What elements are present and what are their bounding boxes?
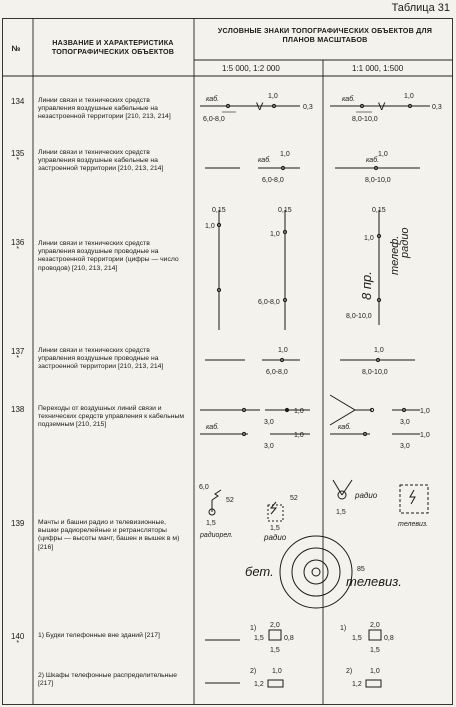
label-10-136-left: 1,0: [205, 223, 215, 230]
label-12-140-left: 1,2: [254, 681, 264, 688]
row-description-136: Линии связи и технических средств управления воздушные проводные на незастроенной территории (цифры — число проводов) [210, 213, 214]: [38, 240, 179, 272]
row-description-140-1: 1) Будки телефонные вне зданий [217]: [38, 632, 160, 639]
label-6080-134-left: 6,0-8,0: [203, 116, 225, 123]
label-015-136-right: 0,15: [372, 207, 386, 214]
label-radio-136: радио: [399, 227, 411, 258]
label-15-139-a: 1,5: [206, 520, 216, 527]
label-015-136-left: 0,15: [212, 207, 226, 214]
row-description-139: Мачты и башни радио и телевизионные, вышки радиорелейные и ретрансляторы (цифры — высоты мачт, башен и вышек в м) [216]: [38, 519, 180, 551]
label-03-134-left: 0,3: [303, 104, 313, 111]
label-telef-136: телеф.: [389, 235, 401, 275]
label-10-135-left: 1,0: [280, 151, 290, 158]
label-televiz-139: телевиз.: [346, 574, 402, 589]
label-20-140-left: 2,0: [270, 622, 280, 629]
label-10-134-left: 1,0: [268, 93, 278, 100]
label-10-136-mid: 1,0: [270, 231, 280, 238]
row-description-137: Линии связи и технических средств управления воздушные проводные на застроенной территории [210, 213, 214]: [38, 347, 164, 371]
label-15-140-left-b: 1,5: [270, 647, 280, 654]
label-telev-139: телевиз.: [398, 521, 429, 528]
row-number-140: 140 *: [11, 632, 25, 647]
table-label: Таблица 31: [391, 2, 450, 14]
label-15-139-b: 1,5: [270, 525, 280, 532]
scale-right: 1:1 000, 1:500: [352, 64, 404, 73]
label-03-134-right: 0,3: [432, 104, 442, 111]
label-08-140-right: 0,8: [384, 635, 394, 642]
label-015-136-mid: 0,15: [278, 207, 292, 214]
row-description-134: Линии связи и технических средств управления воздушные кабельные на незастроенной территории [210, 213, 214]: [38, 97, 171, 121]
row-number-134: 134: [11, 97, 25, 106]
label-radiorel-139: радиорел.: [200, 532, 233, 539]
label-30-138-a: 3,0: [264, 419, 274, 426]
label-10-137-right: 1,0: [374, 347, 384, 354]
label-15-140-right: 1,5: [352, 635, 362, 642]
label-10-137-left: 1,0: [278, 347, 288, 354]
row-number-138: 138: [11, 405, 25, 414]
label-two-140-right: 2): [346, 668, 353, 675]
row-description-135: Линии связи и технических средств управления воздушные кабельные на застроенной территории [210, 213, 214]: [38, 149, 164, 173]
label-10-138-a: 1,0: [294, 408, 304, 415]
header-name: НАЗВАНИЕ И ХАРАКТЕРИСТИКА ТОПОГРАФИЧЕСКИХ ОБЪЕКТОВ: [51, 38, 175, 56]
label-kab-138-right: каб.: [338, 424, 352, 431]
label-6080-136-mid: 6,0-8,0: [258, 299, 280, 306]
row-number-139: 139: [11, 519, 25, 528]
label-30-138-d: 3,0: [400, 443, 410, 450]
row-description-138: Переходы от воздушных линий связи и технических средств управления к кабельным подземным [210, 215]: [38, 405, 185, 429]
label-kab-134-right: каб.: [342, 96, 356, 103]
label-6080-137-left: 6,0-8,0: [266, 369, 288, 376]
label-radio-139-right: радио: [355, 491, 378, 500]
label-15-140-left: 1,5: [254, 635, 264, 642]
label-radio-139: радио: [264, 533, 287, 542]
label-80100-136-right: 8,0-10,0: [346, 313, 372, 320]
label-8pr-136: 8 пр.: [359, 271, 374, 300]
label-kab-134-left: каб.: [206, 96, 220, 103]
label-30-138-b: 3,0: [264, 443, 274, 450]
row-description-140-2: 2) Шкафы телефонные распределительные [217]: [38, 672, 178, 688]
label-one-140-left: 1): [250, 625, 257, 632]
row-number-136: 136 *: [11, 238, 25, 253]
label-10-136-right: 1,0: [364, 235, 374, 242]
label-80100-137-right: 8,0-10,0: [362, 369, 388, 376]
label-12-140-right: 1,2: [352, 681, 362, 688]
row-number-135: 135 *: [11, 149, 25, 164]
label-kab-138-left: каб.: [206, 424, 220, 431]
header-number: №: [11, 44, 21, 53]
label-10-138-d: 1,0: [420, 432, 430, 439]
label-08-140-left: 0,8: [284, 635, 294, 642]
label-80100-134-right: 8,0-10,0: [352, 116, 378, 123]
label-30-138-c: 3,0: [400, 419, 410, 426]
label-v-134-left: V: [256, 101, 264, 113]
label-80100-135-right: 8,0-10,0: [365, 177, 391, 184]
label-52-139: 52: [226, 497, 234, 504]
label-85-139: 85: [357, 566, 365, 573]
row-number-137: 137 *: [11, 347, 25, 362]
label-two-140-left: 2): [250, 668, 257, 675]
label-52-139-b: 52: [290, 495, 298, 502]
label-v-134-right: V: [378, 101, 386, 113]
label-kab-135-right: каб.: [366, 157, 380, 164]
label-10-135-right: 1,0: [378, 151, 388, 158]
label-10-140-left: 1,0: [272, 668, 282, 675]
label-10-134-right: 1,0: [404, 93, 414, 100]
label-15-140-right-b: 1,5: [370, 647, 380, 654]
label-60-139: 6,0: [199, 484, 209, 491]
header-signs: УСЛОВНЫЕ ЗНАКИ ТОПОГРАФИЧЕСКИХ ОБЪЕКТОВ ДЛЯ ПЛАНОВ МАСШТАБОВ: [217, 26, 433, 44]
label-20-140-right: 2,0: [370, 622, 380, 629]
label-10-140-right: 1,0: [370, 668, 380, 675]
label-10-138-c: 1,0: [420, 408, 430, 415]
label-10-138-b: 1,0: [294, 432, 304, 439]
label-one-140-right: 1): [340, 625, 347, 632]
label-15-139-c: 1,5: [336, 509, 346, 516]
label-kab-135-left: каб.: [258, 157, 272, 164]
label-bet-139: бет.: [245, 564, 274, 579]
label-6080-135-left: 6,0-8,0: [262, 177, 284, 184]
scale-left: 1:5 000, 1:2 000: [222, 64, 280, 73]
